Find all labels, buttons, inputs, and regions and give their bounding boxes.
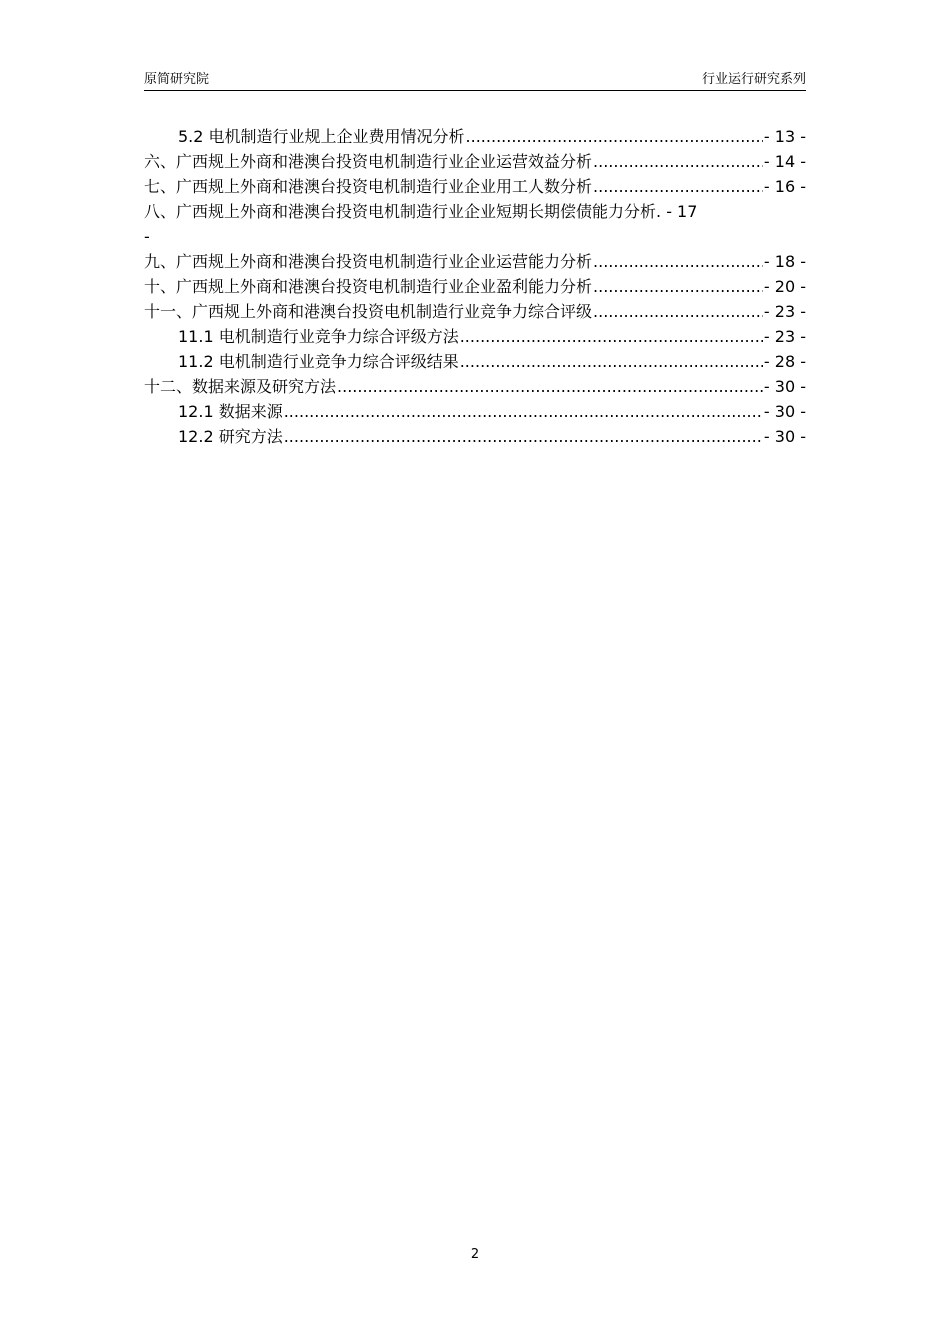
toc-entry-page: - 23 - [763,302,806,321]
toc-entry-label: 11.1 电机制造行业竞争力综合评级方法 [178,327,459,346]
toc-entry-label: 12.1 数据来源 [178,402,283,421]
toc-leader-dots [593,249,763,274]
toc-entry-label: 八、广西规上外商和港澳台投资电机制造行业企业短期长期偿债能力分析 [144,202,657,221]
toc-leader-dots [593,174,763,199]
toc-entry-5-2[interactable] [144,124,806,149]
toc-entry-page: - 23 - [763,327,806,346]
toc-entry-page: - 20 - [763,277,806,296]
toc-entry-page: - 14 - [763,152,806,171]
toc-entry-label: 七、广西规上外商和港澳台投资电机制造行业企业用工人数分析 [144,177,593,196]
toc-entry-page: - 17 [666,202,698,221]
toc-entry-label: 十二、数据来源及研究方法 [144,377,337,396]
toc-entry-label: 12.2 研究方法 [178,427,283,446]
toc-entry-label: 5.2 电机制造行业规上企业费用情况分析 [178,127,465,146]
toc-entry-6[interactable] [144,149,806,174]
toc-entry-page: - 13 - [763,127,806,146]
toc-entry-page: - 18 - [763,252,806,271]
table-of-contents [144,124,806,449]
toc-entry-label: 九、广西规上外商和港澳台投资电机制造行业企业运营能力分析 [144,252,593,271]
toc-leader-dots [593,274,763,299]
toc-entry-12-1[interactable] [144,399,806,424]
toc-entry-page: - 30 - [763,427,806,446]
page-number: 2 [470,1247,480,1262]
toc-leader-dots [460,324,763,349]
toc-entry-label: 十一、广西规上外商和港澳台投资电机制造行业竞争力综合评级 [144,302,593,321]
toc-entry-12[interactable] [144,374,806,399]
toc-leader-dots [284,424,763,449]
toc-leader-dots [460,349,763,374]
toc-leader-dots [337,374,763,399]
toc-entry-8[interactable] [144,199,806,224]
toc-entry-page: - 28 - [763,352,806,371]
toc-leader-dots [593,299,763,324]
toc-leader-dots [284,399,763,424]
toc-entry-10[interactable] [144,274,806,299]
toc-entry-8-wrapped-tail: - [144,227,150,246]
toc-entry-11-2[interactable] [144,349,806,374]
toc-entry-7[interactable] [144,174,806,199]
toc-leader-dots: . [656,202,667,221]
toc-leader-dots [466,124,763,149]
toc-entry-page: - 16 - [763,177,806,196]
page-header [144,68,806,91]
toc-entry-11-1[interactable] [144,324,806,349]
toc-entry-page: - 30 - [763,402,806,421]
toc-entry-12-2[interactable] [144,424,806,449]
header-series-title: 行业运行研究系列 [701,72,806,87]
toc-entry-9[interactable] [144,249,806,274]
toc-entry-label: 十、广西规上外商和港澳台投资电机制造行业企业盈利能力分析 [144,277,593,296]
header-organization: 原简研究院 [144,72,210,87]
toc-entry-label: 11.2 电机制造行业竞争力综合评级结果 [178,352,459,371]
toc-entry-label: 六、广西规上外商和港澳台投资电机制造行业企业运营效益分析 [144,152,593,171]
toc-leader-dots [593,149,763,174]
toc-entry-11[interactable] [144,299,806,324]
toc-entry-page: - 30 - [763,377,806,396]
